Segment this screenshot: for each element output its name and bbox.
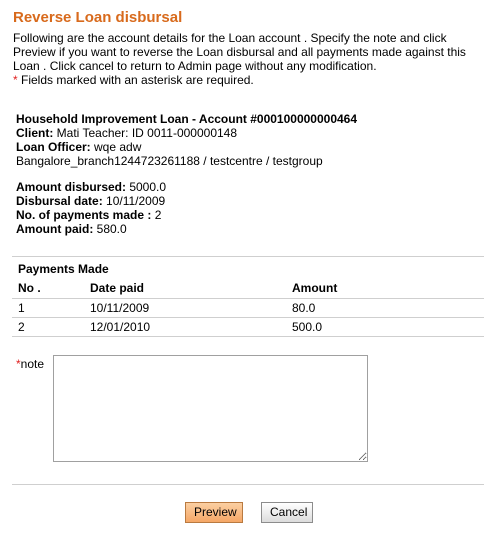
instructions-text: Following are the account details for the Loan account . Specify the note and click Preview if you want to reverse the Loan disbursal and all payments made against this Loan . Click cancel to return to Admin page without any modification. <box>13 31 466 73</box>
note-label-text: note <box>20 357 45 371</box>
loan-officer-row <box>16 140 357 154</box>
payments-count-row <box>16 208 166 222</box>
cell-amount: 500.0 <box>292 320 323 334</box>
form-divider <box>12 484 484 485</box>
amount-disbursed-label: Amount disbursed: <box>16 180 126 194</box>
note-label <box>16 357 44 371</box>
cell-date-paid: 10/11/2009 <box>90 301 150 315</box>
payments-table <box>12 256 484 334</box>
required-fields-note <box>13 73 254 87</box>
cell-amount: 80.0 <box>292 301 316 315</box>
payments-table-title: Payments Made <box>18 262 109 276</box>
note-textarea[interactable] <box>53 355 368 462</box>
cancel-button[interactable]: Cancel <box>261 502 313 523</box>
disbursal-date-label: Disbursal date: <box>16 194 103 208</box>
client-row <box>16 126 357 140</box>
column-header-amount: Amount <box>292 281 338 295</box>
account-heading: Household Improvement Loan - Account #000100000000464 <box>16 112 358 126</box>
amount-paid-value: 580.0 <box>93 222 127 236</box>
cell-no: 2 <box>18 320 25 334</box>
client-label: Client: <box>16 126 54 140</box>
table-row <box>12 317 484 336</box>
column-header-no: No . <box>18 281 41 295</box>
amount-paid-row <box>16 222 166 236</box>
cell-no: 1 <box>18 301 25 315</box>
payments-count-value: 2 <box>151 208 162 222</box>
client-value: Mati Teacher: ID 0011-000000148 <box>53 126 238 140</box>
column-header-date-paid: Date paid <box>90 281 145 295</box>
branch-path: Bangalore_branch1244723261188 / testcentre / testgroup <box>16 154 323 168</box>
loan-officer-value: wqe adw <box>90 140 142 154</box>
payments-count-label: No. of payments made : <box>16 208 152 222</box>
preview-button[interactable]: Preview <box>185 502 243 523</box>
required-asterisk: * <box>13 73 18 87</box>
disbursal-summary <box>16 180 166 236</box>
account-details <box>16 112 357 168</box>
page-title: Reverse Loan disbursal <box>13 9 183 26</box>
table-divider <box>12 336 484 337</box>
table-row <box>12 298 484 317</box>
amount-paid-label: Amount paid: <box>16 222 94 236</box>
disbursal-date-value: 10/11/2009 <box>102 194 166 208</box>
amount-disbursed-value: 5000.0 <box>126 180 167 194</box>
cell-date-paid: 12/01/2010 <box>90 320 151 334</box>
amount-disbursed-row <box>16 180 166 194</box>
payments-table-header <box>12 278 484 297</box>
disbursal-date-row <box>16 194 166 208</box>
required-fields-text: Fields marked with an asterisk are required. <box>17 73 254 87</box>
loan-officer-label: Loan Officer: <box>16 140 91 154</box>
note-required-asterisk: * <box>16 357 21 371</box>
